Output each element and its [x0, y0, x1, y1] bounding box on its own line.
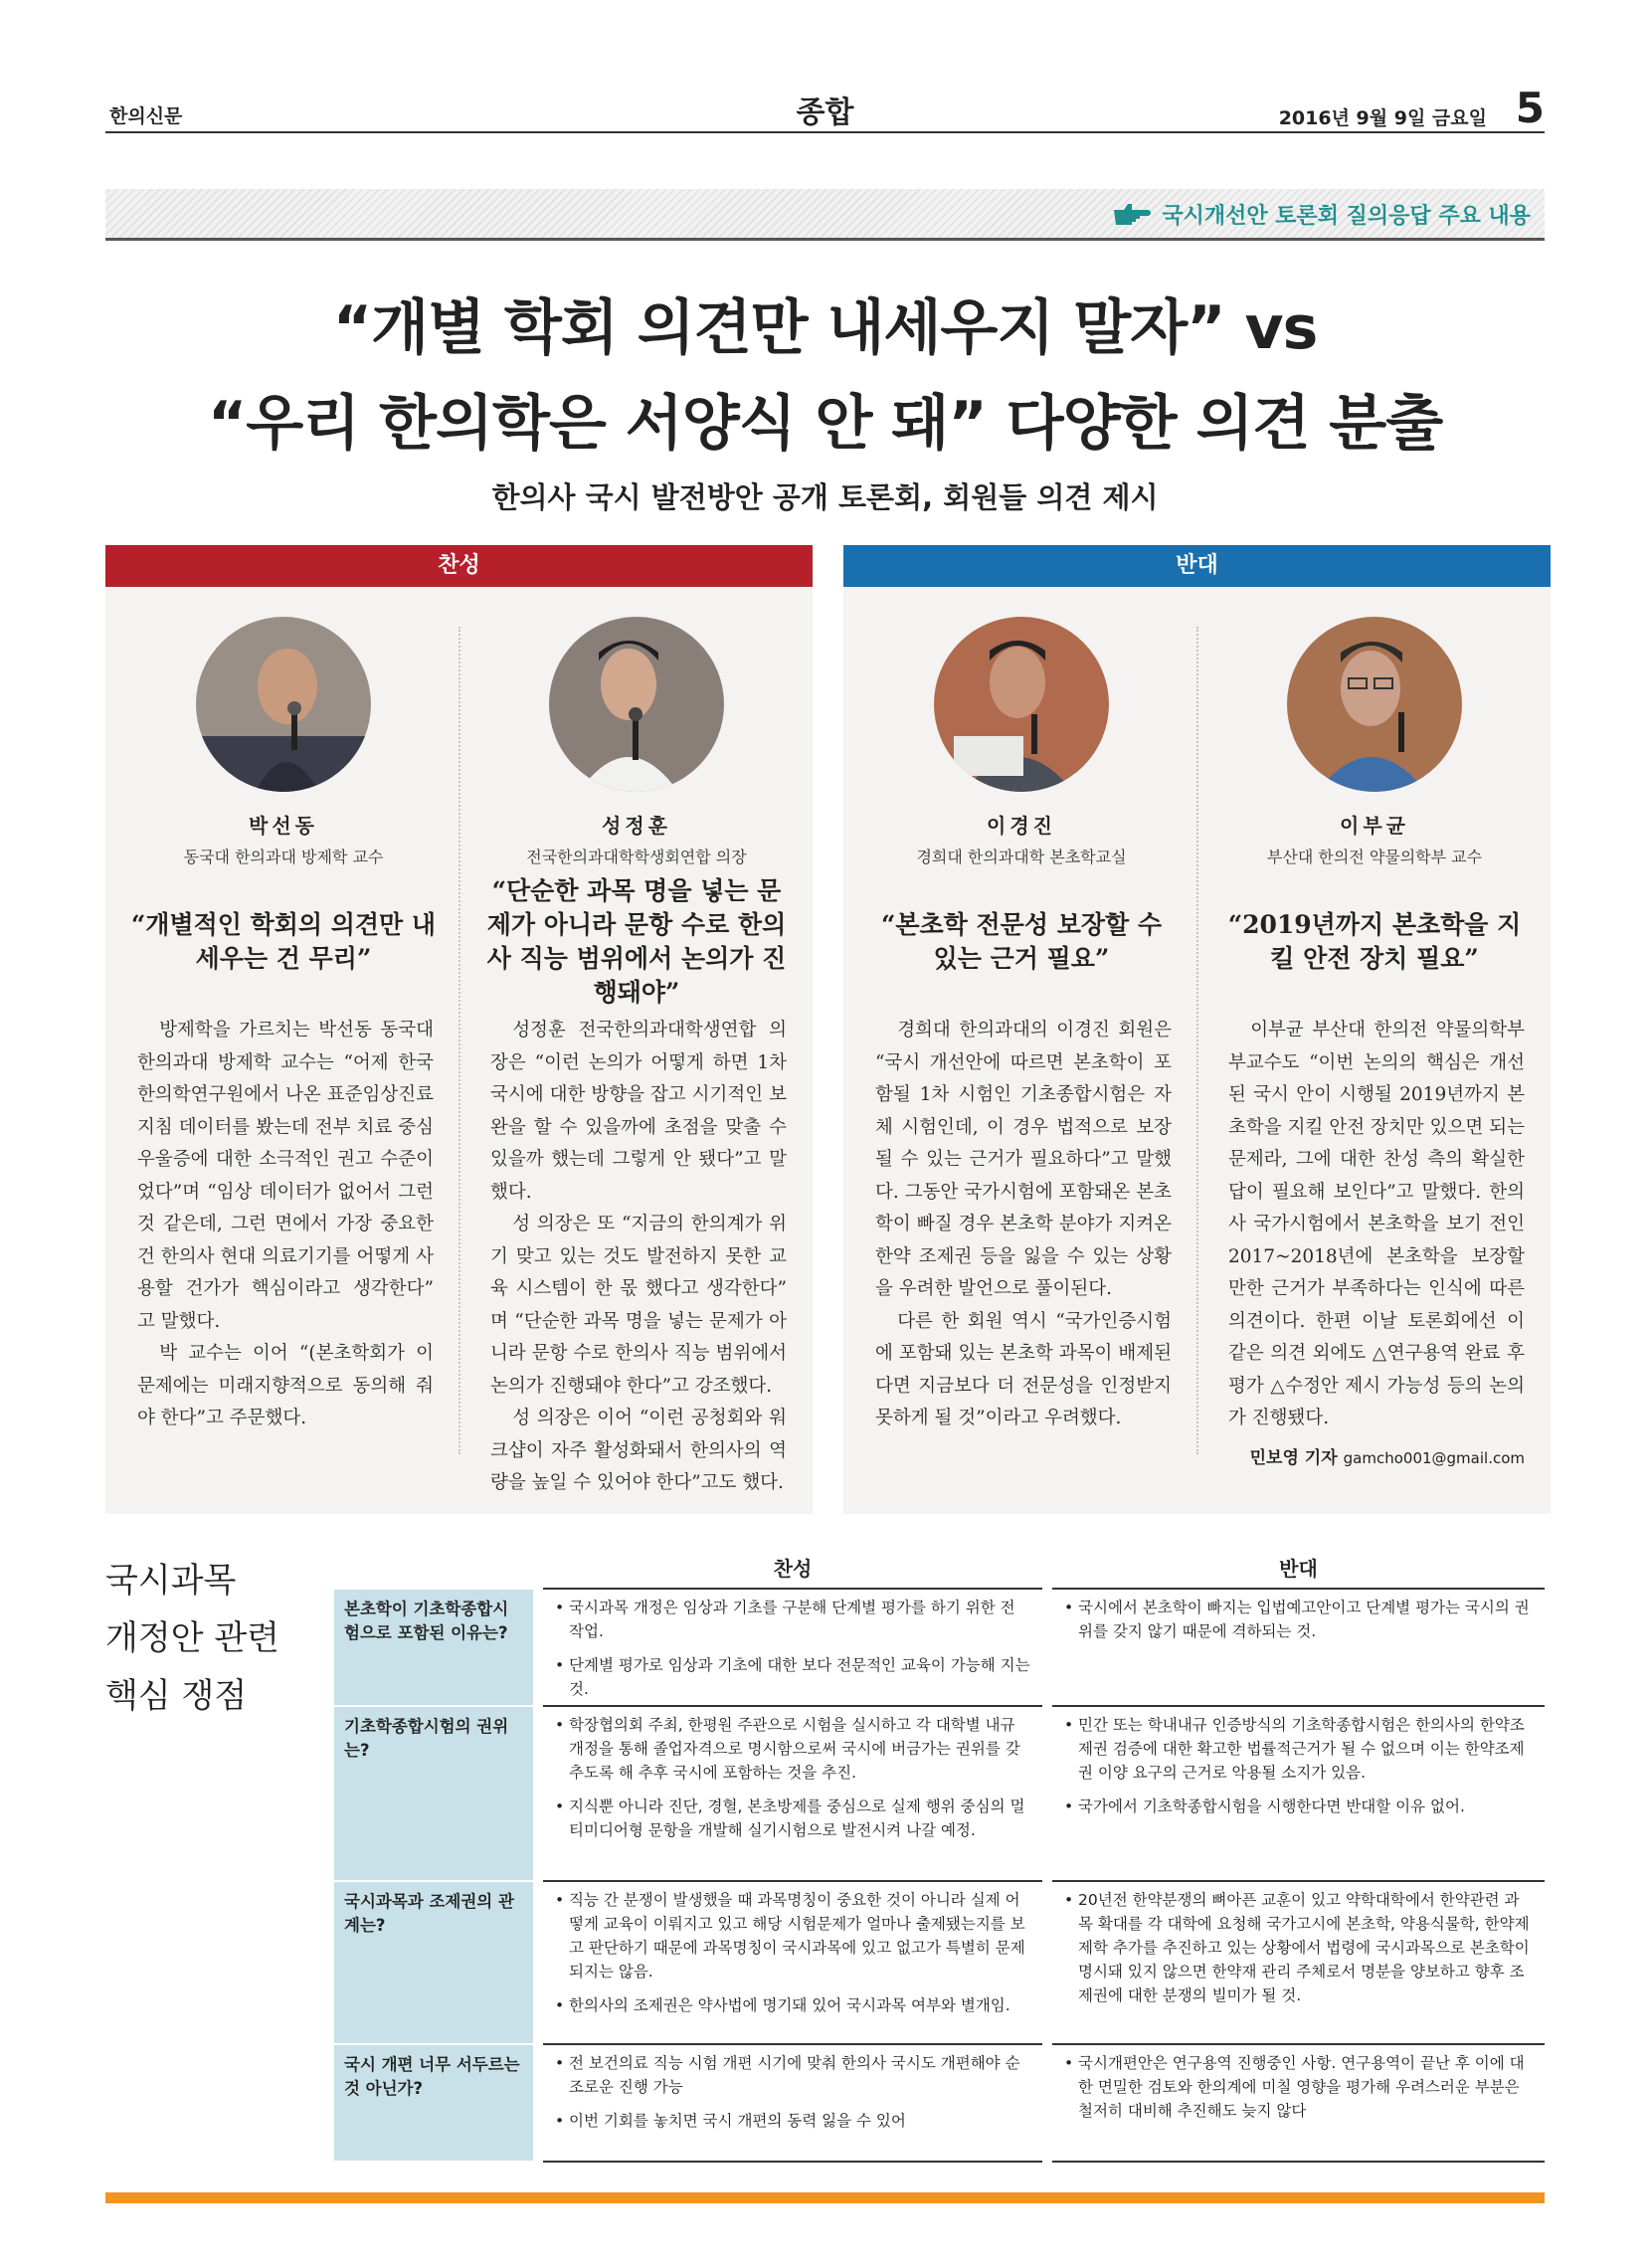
portrait-photo — [549, 617, 724, 792]
table-row — [334, 1707, 1545, 1882]
person-quote: “본초학 전문성 보장할 수 있는 근거 필요” — [881, 910, 1162, 973]
portrait-photo — [1287, 617, 1462, 792]
article-paragraph: 이부균 부산대 한의전 약물의학부 부교수도 “이번 논의의 핵심은 개선된 국시 안이 시행될 2019년까지 본초학을 지킬 안전 장치만 있으면 되는 문제라, 그에 대한 찬성 측의 확실한 답이 필요해 보인다”고 말했다. 한의사 국가시험에서 본초학을 보기 전인 2017~2018년에 본초학을 보장할 만한 근거가 부족하다는 인식에 따른 의견이다. 한편 이날 토론회에선 이 같은 의견 외에도 △연구용역 완료 후 평가 △수정안 제시 가능성 등의 논의가 진행됐다. — [1228, 1020, 1525, 1428]
person-card — [849, 617, 1193, 1435]
person-name: 이부균 — [1340, 814, 1409, 838]
list-item: • 국시과목 개정은 임상과 기초를 구분해 단계별 평가를 하기 위한 전 작업. — [555, 1596, 1030, 1643]
table-title — [105, 1552, 324, 1725]
pro-cell — [543, 1590, 1042, 1707]
row-question: 본초학이 기초학종합시험으로 포함된 이유는? — [334, 1590, 533, 1707]
byline-reporter: 민보영 기자 — [1249, 1447, 1338, 1468]
publication-name: 한의신문 — [109, 105, 183, 127]
list-item: • 이번 기회를 놓치면 국시 개편의 동력 잃을 수 있어 — [555, 2109, 1030, 2133]
person-card — [1202, 617, 1547, 1468]
page-number: 5 — [1515, 84, 1545, 132]
pro-cell — [543, 1707, 1042, 1882]
footer-bar — [105, 2192, 1545, 2203]
column-divider — [1196, 627, 1198, 1454]
headline-line-1: “개별 학회 의견만 내세우지 말자” vs — [332, 293, 1318, 363]
con-cell — [1052, 1707, 1545, 1882]
person-card — [111, 617, 456, 1435]
list-item: • 국가에서 기초학종합시험을 시행한다면 반대할 이유 없어. — [1064, 1795, 1533, 1818]
person-role: 경희대 한의과대학 본초학교실 — [916, 848, 1127, 866]
pointing-hand-icon — [1112, 202, 1152, 228]
article-body — [111, 1015, 456, 1435]
list-item: • 20년전 한약분쟁의 뼈아픈 교훈이 있고 약학대학에서 한약관련 과목 확대를 각 대학에 요청해 국가고시에 본초학, 약용식물학, 한약제제학 추가를 추진하고 있는 상황에서 법령에 국시과목으로 본초학이 명시돼 있지 않으면 한약재 관리 주체로서 명분을 양보하고 향후 조제권에 대한 분쟁의 빌미가 될 것. — [1064, 1888, 1533, 2007]
column-header-pro: 찬성 — [543, 1548, 1042, 1590]
pro-cell — [543, 2045, 1042, 2163]
person-name: 성정훈 — [602, 814, 671, 838]
article-paragraph: 박 교수는 이어 “(본초학회가 이 문제에는 미래지향적으로 동의해 줘야 한다”고 주문했다. — [137, 1343, 434, 1428]
article-paragraph: 방제학을 가르치는 박선동 동국대 한의과대 방제학 교수는 “어제 한국한의학연구원에서 나온 표준임상진료지침 데이터를 봤는데 전부 치료 중심 우울증에 대한 소극적인 권고 수준이었다”며 “임상 데이터가 없어서 그런 것 같은데, 그런 면에서 가장 중요한 건 한의사 현대 의료기기를 어떻게 사용할 건가가 핵심이라고 생각한다” 고 말했다. — [137, 1020, 434, 1332]
byline — [1202, 1443, 1547, 1468]
list-item: • 국시에서 본초학이 빠지는 입법예고안이고 단계별 평가는 국시의 권위를 갖지 않기 때문에 격하되는 것. — [1064, 1596, 1533, 1643]
topic-label-text: 국시개선안 토론회 질의응답 주요 내용 — [1162, 204, 1531, 229]
table-row — [334, 1590, 1545, 1707]
pro-panel-title: 찬성 — [105, 545, 813, 587]
article-paragraph: 성 의장은 또 “지금의 한의계가 위기 맞고 있는 것도 발전하지 못한 교육 시스템이 한 몫 했다고 생각한다” 며 “단순한 과목 명을 넣는 문제가 아니라 문항 수로 한의사 직능 범위에서 논의가 진행돼야 한다”고 강조했다. — [490, 1214, 787, 1397]
row-question: 국시과목과 조제권의 관계는? — [334, 1882, 533, 2045]
portrait-photo — [196, 617, 371, 792]
person-role: 동국대 한의과대 방제학 교수 — [183, 848, 384, 866]
person-role: 전국한의과대학학생회연합 의장 — [526, 848, 747, 866]
table-title-line: 핵심 쟁점 — [105, 1676, 248, 1716]
person-quote: “개별적인 학회의 의견만 내세우는 건 무리” — [130, 910, 437, 973]
table-row — [334, 2045, 1545, 2163]
portrait-photo — [934, 617, 1109, 792]
byline-email: gamcho001@gmail.com — [1343, 1448, 1525, 1467]
issue-table — [334, 1548, 1545, 2163]
pro-panel — [105, 545, 813, 1514]
person-quote: “단순한 과목 명을 넣는 문제가 아니라 문항 수로 한의사 직능 범위에서 논의가 진행돼야” — [486, 876, 787, 1007]
article-body — [464, 1015, 809, 1500]
list-item: • 지식뿐 아니라 진단, 경혈, 본초방제를 중심으로 실제 행위 중심의 멀티미디어형 문항을 개발해 실기시험으로 발전시켜 나갈 예정. — [555, 1795, 1030, 1842]
topic-label — [1112, 199, 1531, 230]
article-body — [849, 1015, 1193, 1435]
con-panel — [843, 545, 1551, 1514]
column-header-con: 반대 — [1052, 1548, 1545, 1590]
article-body — [1202, 1015, 1547, 1435]
list-item: • 전 보건의료 직능 시험 개편 시기에 맞춰 한의사 국시도 개편해야 순조로운 진행 가능 — [555, 2051, 1030, 2099]
headline-line-2: “우리 한의학은 서양식 안 돼” 다양한 의견 분출 — [207, 389, 1443, 459]
article-paragraph: 성정훈 전국한의과대학생연합 의장은 “이런 논의가 어떻게 하면 1차 국시에 대한 방향을 잡고 시기적인 보완을 할 수 있을까에 초점을 맞출 수 있을까 했는데 그렇게 안 됐다”고 말했다. — [490, 1020, 787, 1203]
topic-band — [105, 189, 1545, 241]
person-name: 이경진 — [987, 814, 1056, 838]
list-item: • 민간 또는 학내내규 인증방식의 기초학종합시험은 한의사의 한약조제권 검증에 대한 확고한 법률적근거가 될 수 없으며 이는 한약조제권 이양 요구의 근거로 악용될 소지가 있음. — [1064, 1713, 1533, 1785]
person-card — [464, 617, 809, 1500]
person-role: 부산대 한의전 약물의학부 교수 — [1266, 848, 1483, 866]
con-cell — [1052, 1590, 1545, 1707]
list-item: • 학장협의회 주최, 한평원 주관으로 시험을 실시하고 각 대학별 내규 개정을 통해 졸업자격으로 명시함으로써 국시에 버금가는 권위를 갖추도록 해 추후 국시에 포함하는 것을 추진. — [555, 1713, 1030, 1785]
con-cell — [1052, 2045, 1545, 2163]
issue-date: 2016년 9월 9일 금요일 — [1278, 107, 1487, 129]
person-quote: “2019년까지 본초학을 지킬 안전 장치 필요” — [1227, 910, 1522, 973]
row-question: 기초학종합시험의 권위는? — [334, 1707, 533, 1882]
list-item: • 직능 간 분쟁이 발생했을 때 과목명칭이 중요한 것이 아니라 실제 어떻게 교육이 이뤄지고 있고 해당 시험문제가 얼마나 출제됐는지를 보고 판단하기 때문에 과목명칭이 국시과목에 있고 없고가 특별히 문제되지는 않음. — [555, 1888, 1030, 1984]
person-name: 박선동 — [249, 814, 318, 838]
list-item: • 단계별 평가로 임상과 기초에 대한 보다 전문적인 교육이 가능해 지는 것. — [555, 1653, 1030, 1701]
article-paragraph: 성 의장은 이어 “이런 공청회와 워크샵이 자주 활성화돼서 한의사의 역량을 높일 수 있어야 한다”고도 했다. — [490, 1408, 787, 1493]
con-cell — [1052, 1882, 1545, 2045]
column-divider — [458, 627, 460, 1454]
table-row — [334, 1882, 1545, 2045]
row-question: 국시 개편 너무 서두르는 것 아닌가? — [334, 2045, 533, 2163]
headline — [105, 281, 1545, 472]
list-item: • 국시개편안은 연구용역 진행중인 사항. 연구용역이 끝난 후 이에 대한 면밀한 검토와 한의계에 미칠 영향을 평가해 우려스러운 부분은 철저히 대비해 추진해도 늦지 않다 — [1064, 2051, 1533, 2123]
pro-cell — [543, 1882, 1042, 2045]
con-panel-title: 반대 — [843, 545, 1551, 587]
subheadline: 한의사 국시 발전방안 공개 토론회, 회원들 의견 제시 — [491, 480, 1159, 514]
article-paragraph: 경희대 한의과대의 이경진 회원은 “국시 개선안에 따르면 본초학이 포함될 1차 시험인 기초종합시험은 자체 시험인데, 이 경우 법적으로 보장될 수 있는 근거가 필요하다”고 말했다. 그동안 국가시험에 포함돼온 본초학이 빠질 경우 본초학 분야가 지켜온 한약 조제권 등을 잃을 수 있는 상황을 우려한 발언으로 풀이된다. — [875, 1020, 1172, 1299]
table-header — [334, 1548, 1545, 1590]
table-title-line: 개정안 관련 — [105, 1618, 280, 1658]
page-header — [105, 78, 1545, 133]
table-title-line: 국시과목 — [105, 1561, 237, 1601]
section-title: 종합 — [796, 95, 854, 130]
article-paragraph: 다른 한 회원 역시 “국가인증시험에 포함돼 있는 본초학 과목이 배제된다면 지금보다 더 전문성을 인정받지 못하게 될 것”이라고 우려했다. — [875, 1310, 1172, 1428]
list-item: • 한의사의 조제권은 약사법에 명기돼 있어 국시과목 여부와 별개임. — [555, 1993, 1030, 2017]
